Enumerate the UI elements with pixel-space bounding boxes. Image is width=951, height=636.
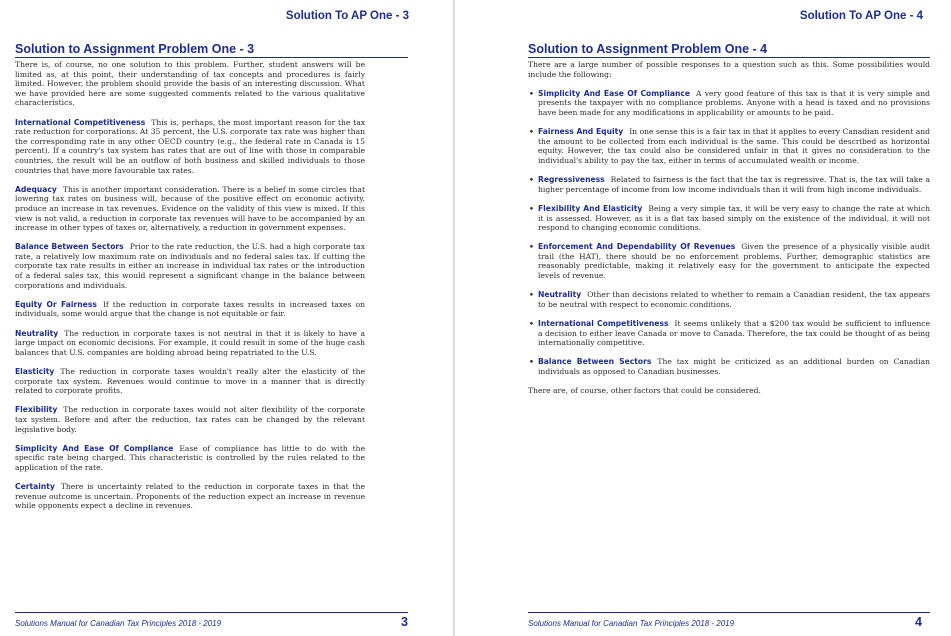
- paragraph-term: Simplicity And Ease Of Compliance: [15, 443, 174, 453]
- paragraph-international-competitiveness: [15, 118, 365, 176]
- bullet-term: Enforcement And Dependability Of Revenues: [538, 242, 736, 252]
- paragraph-text: The reduction in corporate taxes would not alter flexibility of the corporate tax system. Before and after the reduction, tax rates can be changed by the relevant legislative body.: [15, 405, 365, 434]
- body-text: [15, 60, 365, 521]
- paragraph-text: There is uncertainty related to the reduction in corporate taxes in that the revenue outcome is uncertain. Proponents of the reduction expect an increase in revenue while opponents expect a decline in revenues.: [15, 482, 365, 511]
- bullet-icon: •: [529, 290, 534, 300]
- bullet-term: Balance Between Sectors: [538, 357, 652, 367]
- paragraph-text: This is, perhaps, the most important reason for the tax rate reduction for corporations. At 35 percent, the U.S. corporate tax rate was higher than the corresponding rate in any other OECD country (e.g., the federal rate in Canada is 15 percent). If a country's tax system has rates that are out of line with those in comparable countries, the result will be an outflow of both business and skilled individuals to those countries that have more favourable tax rates.: [15, 117, 366, 175]
- page-number: 3: [401, 615, 408, 629]
- paragraph-term: Neutrality: [15, 328, 59, 338]
- paragraph-term: International Competitiveness: [15, 117, 146, 127]
- paragraph-simplicity: [15, 444, 365, 473]
- footer-title: Solutions Manual for Canadian Tax Principles 2018 - 2019: [528, 619, 735, 628]
- paragraph-text: The reduction in corporate taxes wouldn't really alter the elasticity of the corporate tax system. Revenues would continue to move in a manner that is directly related to corporate profits.: [15, 367, 365, 396]
- paragraph-neutrality: [15, 329, 365, 358]
- bullet-neutrality: [528, 290, 930, 309]
- bullet-regressiveness: [528, 175, 930, 194]
- closing-paragraph: There are, of course, other factors that could be considered.: [528, 386, 761, 396]
- paragraph-term: Elasticity: [15, 367, 55, 376]
- bullet-term: Neutrality: [538, 290, 582, 300]
- bullet-icon: •: [529, 242, 534, 252]
- right-page: [455, 0, 951, 636]
- bullet-flexibility: [528, 204, 930, 233]
- page-number: 4: [915, 615, 922, 629]
- paragraph-text: Ease of compliance has little to do with the specific rate being charged. This characteristic is controlled by the rules related to the application of the rate.: [15, 443, 365, 472]
- paragraph-term: Adequacy: [15, 184, 57, 194]
- bullet-text: The tax might be criticized as an additional burden on Canadian individuals as opposed to Canadian businesses.: [538, 357, 930, 376]
- bullet-international-competitiveness: [528, 319, 930, 348]
- paragraph-text: The reduction in corporate taxes is not neutral in that it is likely to have a large impact on economic decisions. For example, it could result in some of the huge cash balances that U.S. companies are holding abroad being repatriated to the U.S.: [15, 328, 365, 357]
- left-page: [0, 0, 453, 636]
- bullet-text: Being a very simple tax, it will be very easy to change the rate at which it is assessed. However, as it is a flat tax based simply on the existence of the individual, it will not respond to changing economic conditions.: [538, 203, 930, 233]
- paragraph-term: Equity Or Fairness: [15, 299, 97, 309]
- paragraph-flexibility: [15, 405, 365, 434]
- paragraph-adequacy: [15, 185, 365, 233]
- intro-paragraph: There are a large number of possible responses to a question such as this. Some possibilities would include the following:: [528, 60, 930, 79]
- paragraph-certainty: [15, 482, 365, 511]
- bullet-enforcement: [528, 242, 930, 280]
- bullet-text: In one sense this is a fair tax in that it applies to every Canadian resident and the amount to be collected from each individual is the same. This could be described as horizontal equity. However, the tax could also be considered unfair in that it gives no consideration to the individual's ability to pay the tax, either in terms of accumulated wealth or income.: [538, 127, 931, 165]
- paragraph-text: Prior to the rate reduction, the U.S. had a high corporate tax rate, a relatively low maximum rate on individuals and no federal sales tax. If cutting the corporate tax rate results in either an increase in individual tax rates or the introduction of a federal sales tax, this would represent a significant change in the balance between corporations and individuals.: [15, 242, 365, 290]
- paragraph-equity-or-fairness: [15, 300, 365, 319]
- paragraph-text: If the reduction in corporate taxes results in increased taxes on individuals, some would argue that the change is not equitable or fair.: [15, 299, 365, 319]
- bullet-text: Related to fairness is the fact that the tax is regressive. That is, the tax will take a higher percentage of income from low income individuals than it will from high income individuals.: [538, 175, 930, 194]
- bullet-balance-between-sectors: [528, 357, 930, 376]
- bullet-term: Fairness And Equity: [538, 127, 624, 137]
- bullet-icon: •: [529, 127, 534, 137]
- bullet-icon: •: [529, 319, 534, 329]
- footer-rule: [528, 612, 930, 613]
- footer-title: Solutions Manual for Canadian Tax Principles 2018 - 2019: [15, 619, 222, 628]
- bullet-list: [528, 89, 930, 377]
- paragraph-elasticity: [15, 367, 365, 396]
- bullet-text: It seems unlikely that a $200 tax would be sufficient to influence a decision to either leave Canada or move to Canada. Therefore, the tax could be thought of as being internationally competitive.: [538, 319, 930, 348]
- intro-paragraph: There is, of course, no one solution to this problem. Further, student answers will be limited as, at this point, their understanding of tax concepts and procedures is fairly limited. However, the problem should provide the basis of an interesting discussion. What we have provided here are some suggested comments related to the various qualitative characteristics.: [15, 60, 365, 108]
- paragraph-term: Flexibility: [15, 405, 58, 415]
- bullet-icon: •: [529, 88, 534, 98]
- bullet-text: A very good feature of this tax is that it is very simple and presents the taxpayer with no compliance problems. Anyone with a head is taxed and no provisions have been made for any modifications in applicability or amounts to be paid.: [538, 88, 930, 117]
- paragraph-text: This is another important consideration. There is a belief in some circles that lowering tax rates on business will, because of the positive effect on economic activity, produce an increase in tax revenues. Evidence on the validity of this view is mixed. If this view is not valid, a reduction in corporate tax revenues will have to be accompanied by an increase in other types of taxes or, alternatively, a reduction in government expenses.: [15, 184, 365, 233]
- footer-rule: [15, 612, 408, 613]
- bullet-icon: •: [529, 175, 534, 185]
- paragraph-term: Balance Between Sectors: [15, 242, 124, 252]
- section-title: Solution to Assignment Problem One - 4: [528, 42, 930, 58]
- bullet-term: Regressiveness: [538, 175, 605, 185]
- section-title: Solution to Assignment Problem One - 3: [15, 42, 408, 58]
- bullet-icon: •: [529, 357, 534, 367]
- paragraph-term: Certainty: [15, 482, 55, 492]
- bullet-icon: •: [529, 203, 534, 213]
- body-text: [528, 60, 930, 405]
- bullet-fairness: [528, 127, 930, 165]
- bullet-text: Other than decisions related to whether to remain a Canadian resident, the tax appears to be neutral with respect to economic conditions.: [538, 290, 930, 309]
- bullet-term: Flexibility And Elasticity: [538, 203, 643, 213]
- bullet-simplicity: [528, 89, 930, 118]
- bullet-term: International Competitiveness: [538, 319, 669, 329]
- running-head: Solution To AP One - 4: [799, 10, 923, 22]
- bullet-text: Given the presence of a physically visible audit trail (the HAT), there should be no enforcement problems. Further, demographic statistics are reasonably predictable, making it relatively easy for the government to anticipate the expected levels of revenue.: [538, 242, 930, 281]
- bullet-term: Simplicity And Ease Of Compliance: [538, 88, 691, 98]
- running-head: Solution To AP One - 3: [285, 10, 409, 22]
- paragraph-balance-between-sectors: [15, 242, 365, 290]
